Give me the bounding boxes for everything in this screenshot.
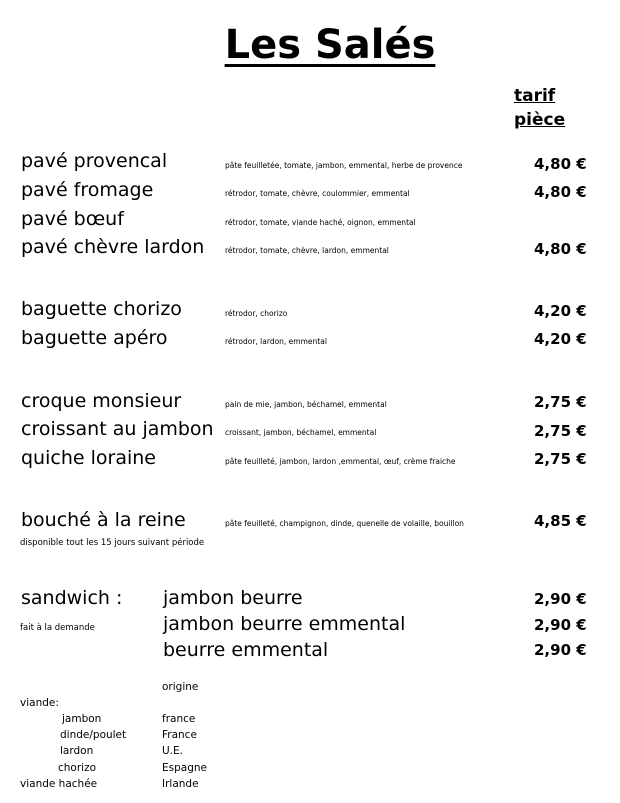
item-description: rétrodor, lardon, emmental xyxy=(225,337,327,346)
item-description: rétrodor, tomate, viande haché, oignon, emmental xyxy=(225,218,416,227)
sandwich-note: fait à la demande xyxy=(20,623,95,633)
meat-name: jambon xyxy=(62,713,102,725)
price-column-header-line1: tarif xyxy=(514,86,556,106)
meat-name: viande hachée xyxy=(20,778,98,790)
sandwich-option-price: 2,90 € xyxy=(534,616,587,634)
item-description: croissant, jambon, béchamel, emmental xyxy=(225,428,377,437)
item-price: 4,20 € xyxy=(534,330,587,348)
meat-name: dinde/poulet xyxy=(60,729,127,741)
item-name: baguette apéro xyxy=(21,327,168,349)
meat-label: viande: xyxy=(20,697,59,709)
item-description: pâte feuilleté, jambon, lardon ,emmental, œuf, crème fraiche xyxy=(225,457,456,466)
item-name: pavé chèvre lardon xyxy=(21,236,205,258)
item-name: quiche loraine xyxy=(21,447,156,469)
item-description: rétrodor, tomate, chèvre, lardon, emmental xyxy=(225,246,389,255)
sandwich-option-name: jambon beurre xyxy=(163,587,303,609)
sandwich-option-name: jambon beurre emmental xyxy=(163,613,406,635)
item-price: 4,80 € xyxy=(534,183,587,201)
item-name: pavé provencal xyxy=(21,150,168,172)
item-name: croissant au jambon xyxy=(21,418,214,440)
availability-note: disponible tout les 15 jours suivant période xyxy=(20,538,205,548)
origin-header: origine xyxy=(162,681,199,693)
sandwich-label: sandwich : xyxy=(21,587,123,609)
page-title: Les Salés xyxy=(224,22,436,68)
item-price: 2,75 € xyxy=(534,393,587,411)
sandwich-option-price: 2,90 € xyxy=(534,641,587,659)
item-price: 2,75 € xyxy=(534,450,587,468)
item-description: rétrodor, tomate, chèvre, coulommier, emmental xyxy=(225,189,410,198)
item-description: pâte feuilleté, champignon, dinde, quenelle de volaille, bouillon xyxy=(225,519,464,528)
item-price: 4,85 € xyxy=(534,512,587,530)
item-description: pain de mie, jambon, béchamel, emmental xyxy=(225,400,387,409)
item-description: pâte feuilletée, tomate, jambon, emmental, herbe de provence xyxy=(225,161,463,170)
item-name: bouché à la reine xyxy=(21,509,186,531)
item-price: 4,80 € xyxy=(534,240,587,258)
meat-origin: Irlande xyxy=(162,778,199,790)
item-price: 2,75 € xyxy=(534,422,587,440)
meat-name: chorizo xyxy=(58,762,97,774)
meat-name: lardon xyxy=(60,745,94,757)
item-name: croque monsieur xyxy=(21,390,182,412)
meat-origin: Espagne xyxy=(162,762,207,774)
item-name: baguette chorizo xyxy=(21,298,182,320)
meat-origin: france xyxy=(162,713,196,725)
item-price: 4,20 € xyxy=(534,302,587,320)
item-price: 4,80 € xyxy=(534,155,587,173)
price-column-header-line2: pièce xyxy=(514,110,566,130)
meat-origin: France xyxy=(162,729,197,741)
sandwich-option-price: 2,90 € xyxy=(534,590,587,608)
item-name: pavé bœuf xyxy=(21,208,124,230)
meat-origin: U.E. xyxy=(162,745,183,757)
sandwich-option-name: beurre emmental xyxy=(163,639,329,661)
item-name: pavé fromage xyxy=(21,179,154,201)
item-description: rétrodor, chorizo xyxy=(225,309,288,318)
